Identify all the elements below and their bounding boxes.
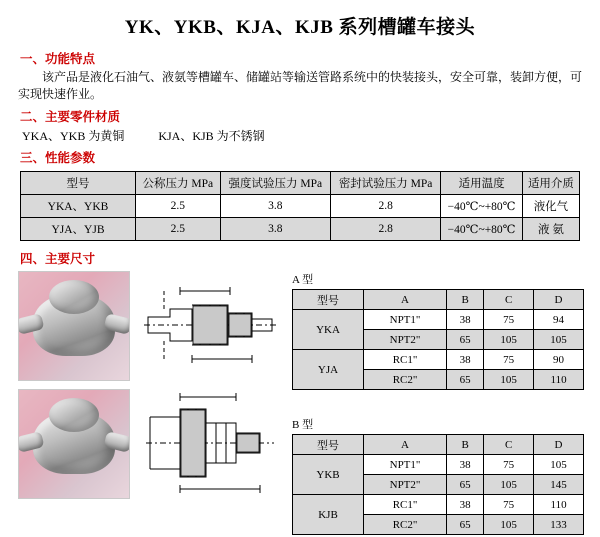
figure-block-b [18,389,280,497]
dim-b-r2-c2: 38 [447,495,484,515]
dim-b-col-4: D [534,435,584,455]
dim-a-col-3: C [484,290,534,310]
technical-drawing-a [140,271,280,379]
table-header-row [293,435,584,455]
dim-a-r3-c4: 110 [534,370,584,390]
perf-col-1: 公称压力 MPa [136,172,221,195]
perf-r1-c4: −40℃~+80℃ [441,218,523,241]
section-heading-materials: 二、主要零件材质 [20,110,121,124]
product-photo-b [18,389,130,499]
dim-a-r0-model: YKA [293,310,364,350]
dim-a-col-1: A [364,290,447,310]
dim-a-r1-c3: 105 [484,330,534,350]
dim-b-r2-c1: RC1" [364,495,447,515]
dim-a-r1-c2: 65 [447,330,484,350]
dim-b-col-3: C [484,435,534,455]
perf-r1-c5: 液 氨 [522,218,579,241]
dim-a-r0-c3: 75 [484,310,534,330]
dim-b-r0-model: YKB [293,455,364,495]
product-photo-a [18,271,130,381]
dim-b-col-1: A [364,435,447,455]
section-heading-dimensions: 四、主要尺寸 [20,252,96,266]
dim-a-col-4: D [534,290,584,310]
perf-r0-c2: 3.8 [220,195,330,218]
dimension-table-b [292,434,584,535]
perf-col-5: 适用介质 [522,172,579,195]
table-row [21,195,580,218]
dim-a-r0-c4: 94 [534,310,584,330]
page-title: YK、YKB、KJA、KJB 系列槽罐车接头 [124,17,476,38]
dimension-table-a [292,289,584,390]
dim-a-r2-c1: RC1" [364,350,447,370]
dim-b-r2-c3: 75 [484,495,534,515]
material-item-1: YKA、YKB 为黄铜 [22,129,125,143]
perf-col-2: 强度试验压力 MPa [220,172,330,195]
dim-b-r3-c2: 65 [447,515,484,535]
coupling-collar-shape [49,280,99,314]
perf-r0-c4: −40℃~+80℃ [441,195,523,218]
dim-b-r2-c4: 110 [534,495,584,515]
dim-b-r1-c2: 65 [447,475,484,495]
perf-r1-c1: 2.5 [136,218,221,241]
perf-r0-c5: 液化气 [522,195,579,218]
figure-column [18,271,280,505]
perf-col-0: 型号 [21,172,136,195]
figure-label-b: B 型 [292,419,314,431]
dim-a-r2-c4: 90 [534,350,584,370]
dim-a-r3-c2: 65 [447,370,484,390]
section-heading-performance: 三、性能参数 [20,151,96,165]
dim-a-r2-c2: 38 [447,350,484,370]
dim-b-r0-c4: 105 [534,455,584,475]
perf-r1-c2: 3.8 [220,218,330,241]
perf-col-4: 适用温度 [441,172,523,195]
material-item-2: KJA、KJB 为不锈钢 [158,129,265,143]
dim-a-col-0: 型号 [293,290,364,310]
perf-r1-c3: 2.8 [330,218,440,241]
dim-a-r3-c3: 105 [484,370,534,390]
dim-b-col-2: B [447,435,484,455]
section-heading-features: 一、功能特点 [20,52,96,66]
dim-a-r1-c1: NPT2" [364,330,447,350]
figure-block-a [18,271,280,379]
table-row [293,350,584,370]
dim-b-r0-c2: 38 [447,455,484,475]
dim-b-r1-c4: 145 [534,475,584,495]
technical-drawing-b [140,389,280,497]
figure-label-a: A 型 [292,274,314,286]
perf-r0-c0: YKA、YKB [21,195,136,218]
dim-b-r1-c1: NPT2" [364,475,447,495]
dim-a-col-2: B [447,290,484,310]
performance-table [20,171,580,241]
table-row [293,310,584,330]
materials-line [22,127,600,144]
table-header-row [21,172,580,195]
table-row [293,455,584,475]
dim-b-r0-c1: NPT1" [364,455,447,475]
dim-b-r3-c3: 105 [484,515,534,535]
dim-b-r3-c4: 133 [534,515,584,535]
dim-a-r3-c1: RC2" [364,370,447,390]
perf-r0-c1: 2.5 [136,195,221,218]
dim-a-r2-c3: 75 [484,350,534,370]
table-header-row [293,290,584,310]
table-row [21,218,580,241]
dim-a-r0-c1: NPT1" [364,310,447,330]
features-paragraph: 该产品是液化石油气、液氨等槽罐车、储罐站等输送管路系统中的快装接头，安全可靠，装卸方便，可实现快速作业。 [18,70,583,101]
dim-b-r1-c3: 105 [484,475,534,495]
table-row [293,495,584,515]
coupling-neck-shape [49,398,99,432]
dim-a-r1-c4: 105 [534,330,584,350]
dim-a-r0-c2: 38 [447,310,484,330]
dim-a-r2-model: YJA [293,350,364,390]
dim-b-r0-c3: 75 [484,455,534,475]
dim-b-r3-c1: RC2" [364,515,447,535]
perf-r1-c0: YJA、YJB [21,218,136,241]
perf-col-3: 密封试验压力 MPa [330,172,440,195]
dim-b-r2-model: KJB [293,495,364,535]
dimensions-area [0,271,600,531]
dim-b-col-0: 型号 [293,435,364,455]
perf-r0-c3: 2.8 [330,195,440,218]
dimension-tables-column [292,271,584,537]
